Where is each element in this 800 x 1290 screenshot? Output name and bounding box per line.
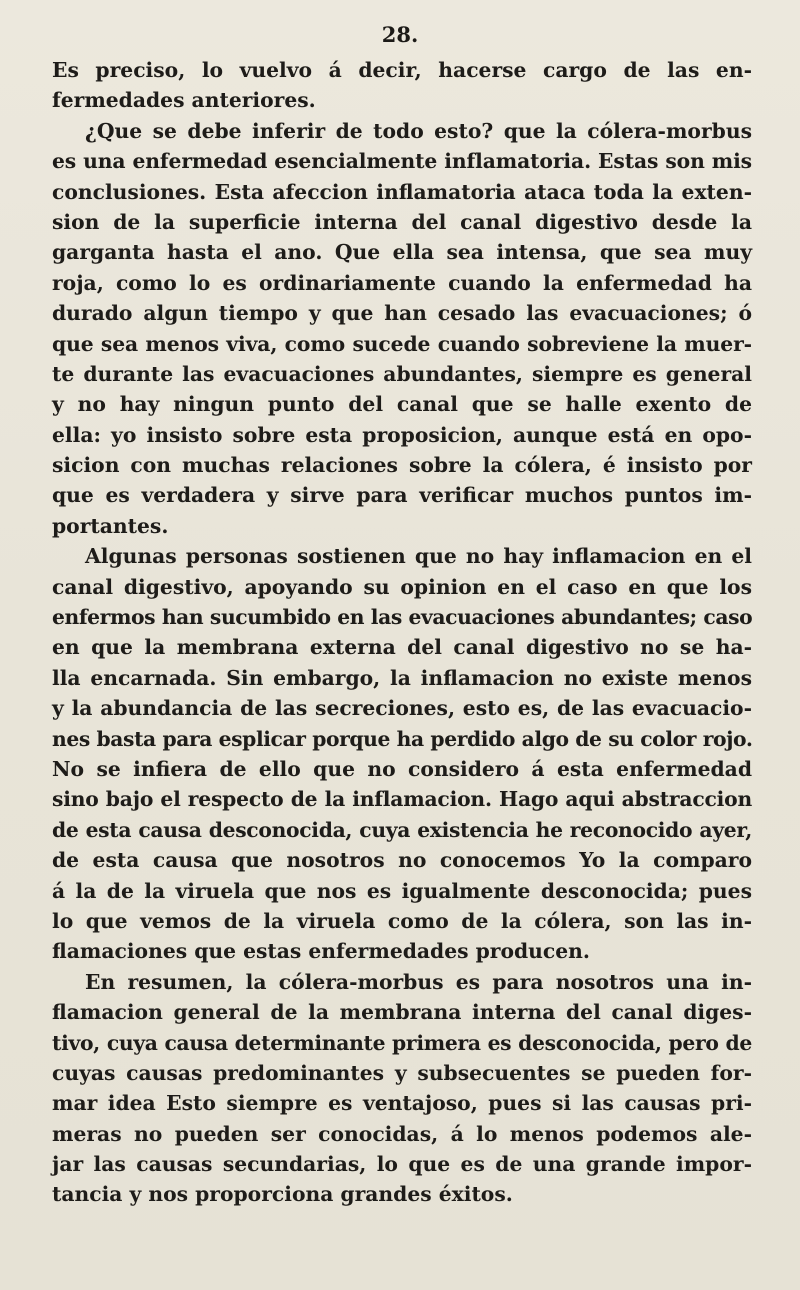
text-line: No se infiera de ello que no considero á esta enfermedad bbox=[52, 756, 752, 781]
text-line: tivo, cuya causa determinante primera es desconocida, pero de bbox=[52, 1030, 752, 1055]
page-number: 28. bbox=[381, 22, 419, 47]
text-line: lo que vemos de la viruela como de la cólera, son las in- bbox=[52, 908, 752, 933]
text-line: sino bajo el respecto de la inflamacion. Hago aqui abstraccion bbox=[52, 787, 752, 812]
text-line: nes basta para esplicar porque ha perdido algo de su color rojo. bbox=[52, 726, 753, 751]
text-line: fermedades anteriores. bbox=[52, 88, 316, 113]
text-line: y no hay ningun punto del canal que se halle exento de bbox=[52, 392, 752, 417]
text-line: de esta causa que nosotros no conocemos Yo la comparo bbox=[52, 848, 752, 873]
text-line: en que la membrana externa del canal digestivo no se ha- bbox=[52, 635, 752, 660]
text-line: á la de la viruela que nos es igualmente desconocida; pues bbox=[52, 878, 752, 903]
text-line: garganta hasta el ano. Que ella sea intensa, que sea muy bbox=[52, 240, 752, 265]
text-line: tancia y nos proporciona grandes éxitos. bbox=[52, 1182, 513, 1207]
text-line: En resumen, la cólera-morbus es para nosotros una in- bbox=[85, 969, 752, 994]
text-line: flamaciones que estas enfermedades producen. bbox=[52, 939, 590, 964]
text-line: canal digestivo, apoyando su opinion en el caso en que los bbox=[52, 574, 752, 599]
text-line: enfermos han sucumbido en las evacuaciones abundantes; caso bbox=[52, 605, 753, 630]
text-line: conclusiones. Esta afeccion inflamatoria ataca toda la exten- bbox=[52, 179, 752, 204]
text-line: Algunas personas sostienen que no hay inflamacion en el bbox=[85, 544, 752, 569]
text-line: flamacion general de la membrana interna del canal diges- bbox=[52, 1000, 752, 1025]
text-line: ¿Que se debe inferir de todo esto? que la cólera-morbus bbox=[85, 118, 752, 143]
text-line: Es preciso, lo vuelvo á decir, hacerse cargo de las en- bbox=[52, 58, 752, 82]
text-line: sicion con muchas relaciones sobre la cólera, é insisto por bbox=[52, 453, 752, 478]
text-line: mar idea Esto siempre es ventajoso, pues si las causas pri- bbox=[52, 1091, 752, 1116]
text-line: jar las causas secundarias, lo que es de una grande impor- bbox=[52, 1152, 752, 1177]
text-line: roja, como lo es ordinariamente cuando la enfermedad ha bbox=[52, 270, 752, 295]
text-line: portantes. bbox=[52, 513, 169, 538]
text-line: lla encarnada. Sin embargo, la inflamacion no existe menos bbox=[52, 665, 752, 690]
text-line: ella: yo insisto sobre esta proposicion, aunque está en opo- bbox=[52, 422, 752, 447]
text-line: durado algun tiempo y que han cesado las evacuaciones; ó bbox=[52, 301, 752, 326]
text-line: de esta causa desconocida, cuya existencia he reconocido ayer, bbox=[52, 817, 752, 842]
text-line: y la abundancia de las secreciones, esto es, de las evacuacio- bbox=[52, 696, 752, 721]
text-line: cuyas causas predominantes y subsecuentes se pueden for- bbox=[52, 1060, 752, 1085]
text-line: que sea menos viva, como sucede cuando sobreviene la muer- bbox=[52, 331, 752, 356]
text-line: es una enfermedad esencialmente inflamatoria. Estas son mis bbox=[52, 149, 752, 174]
text-line: que es verdadera y sirve para verificar muchos puntos im- bbox=[52, 483, 752, 508]
text-line: te durante las evacuaciones abundantes, siempre es general bbox=[52, 361, 752, 386]
body-text bbox=[52, 55, 752, 1210]
text-line: sion de la superficie interna del canal digestivo desde la bbox=[52, 209, 752, 234]
text-line: meras no pueden ser conocidas, á lo menos podemos ale- bbox=[52, 1121, 752, 1146]
